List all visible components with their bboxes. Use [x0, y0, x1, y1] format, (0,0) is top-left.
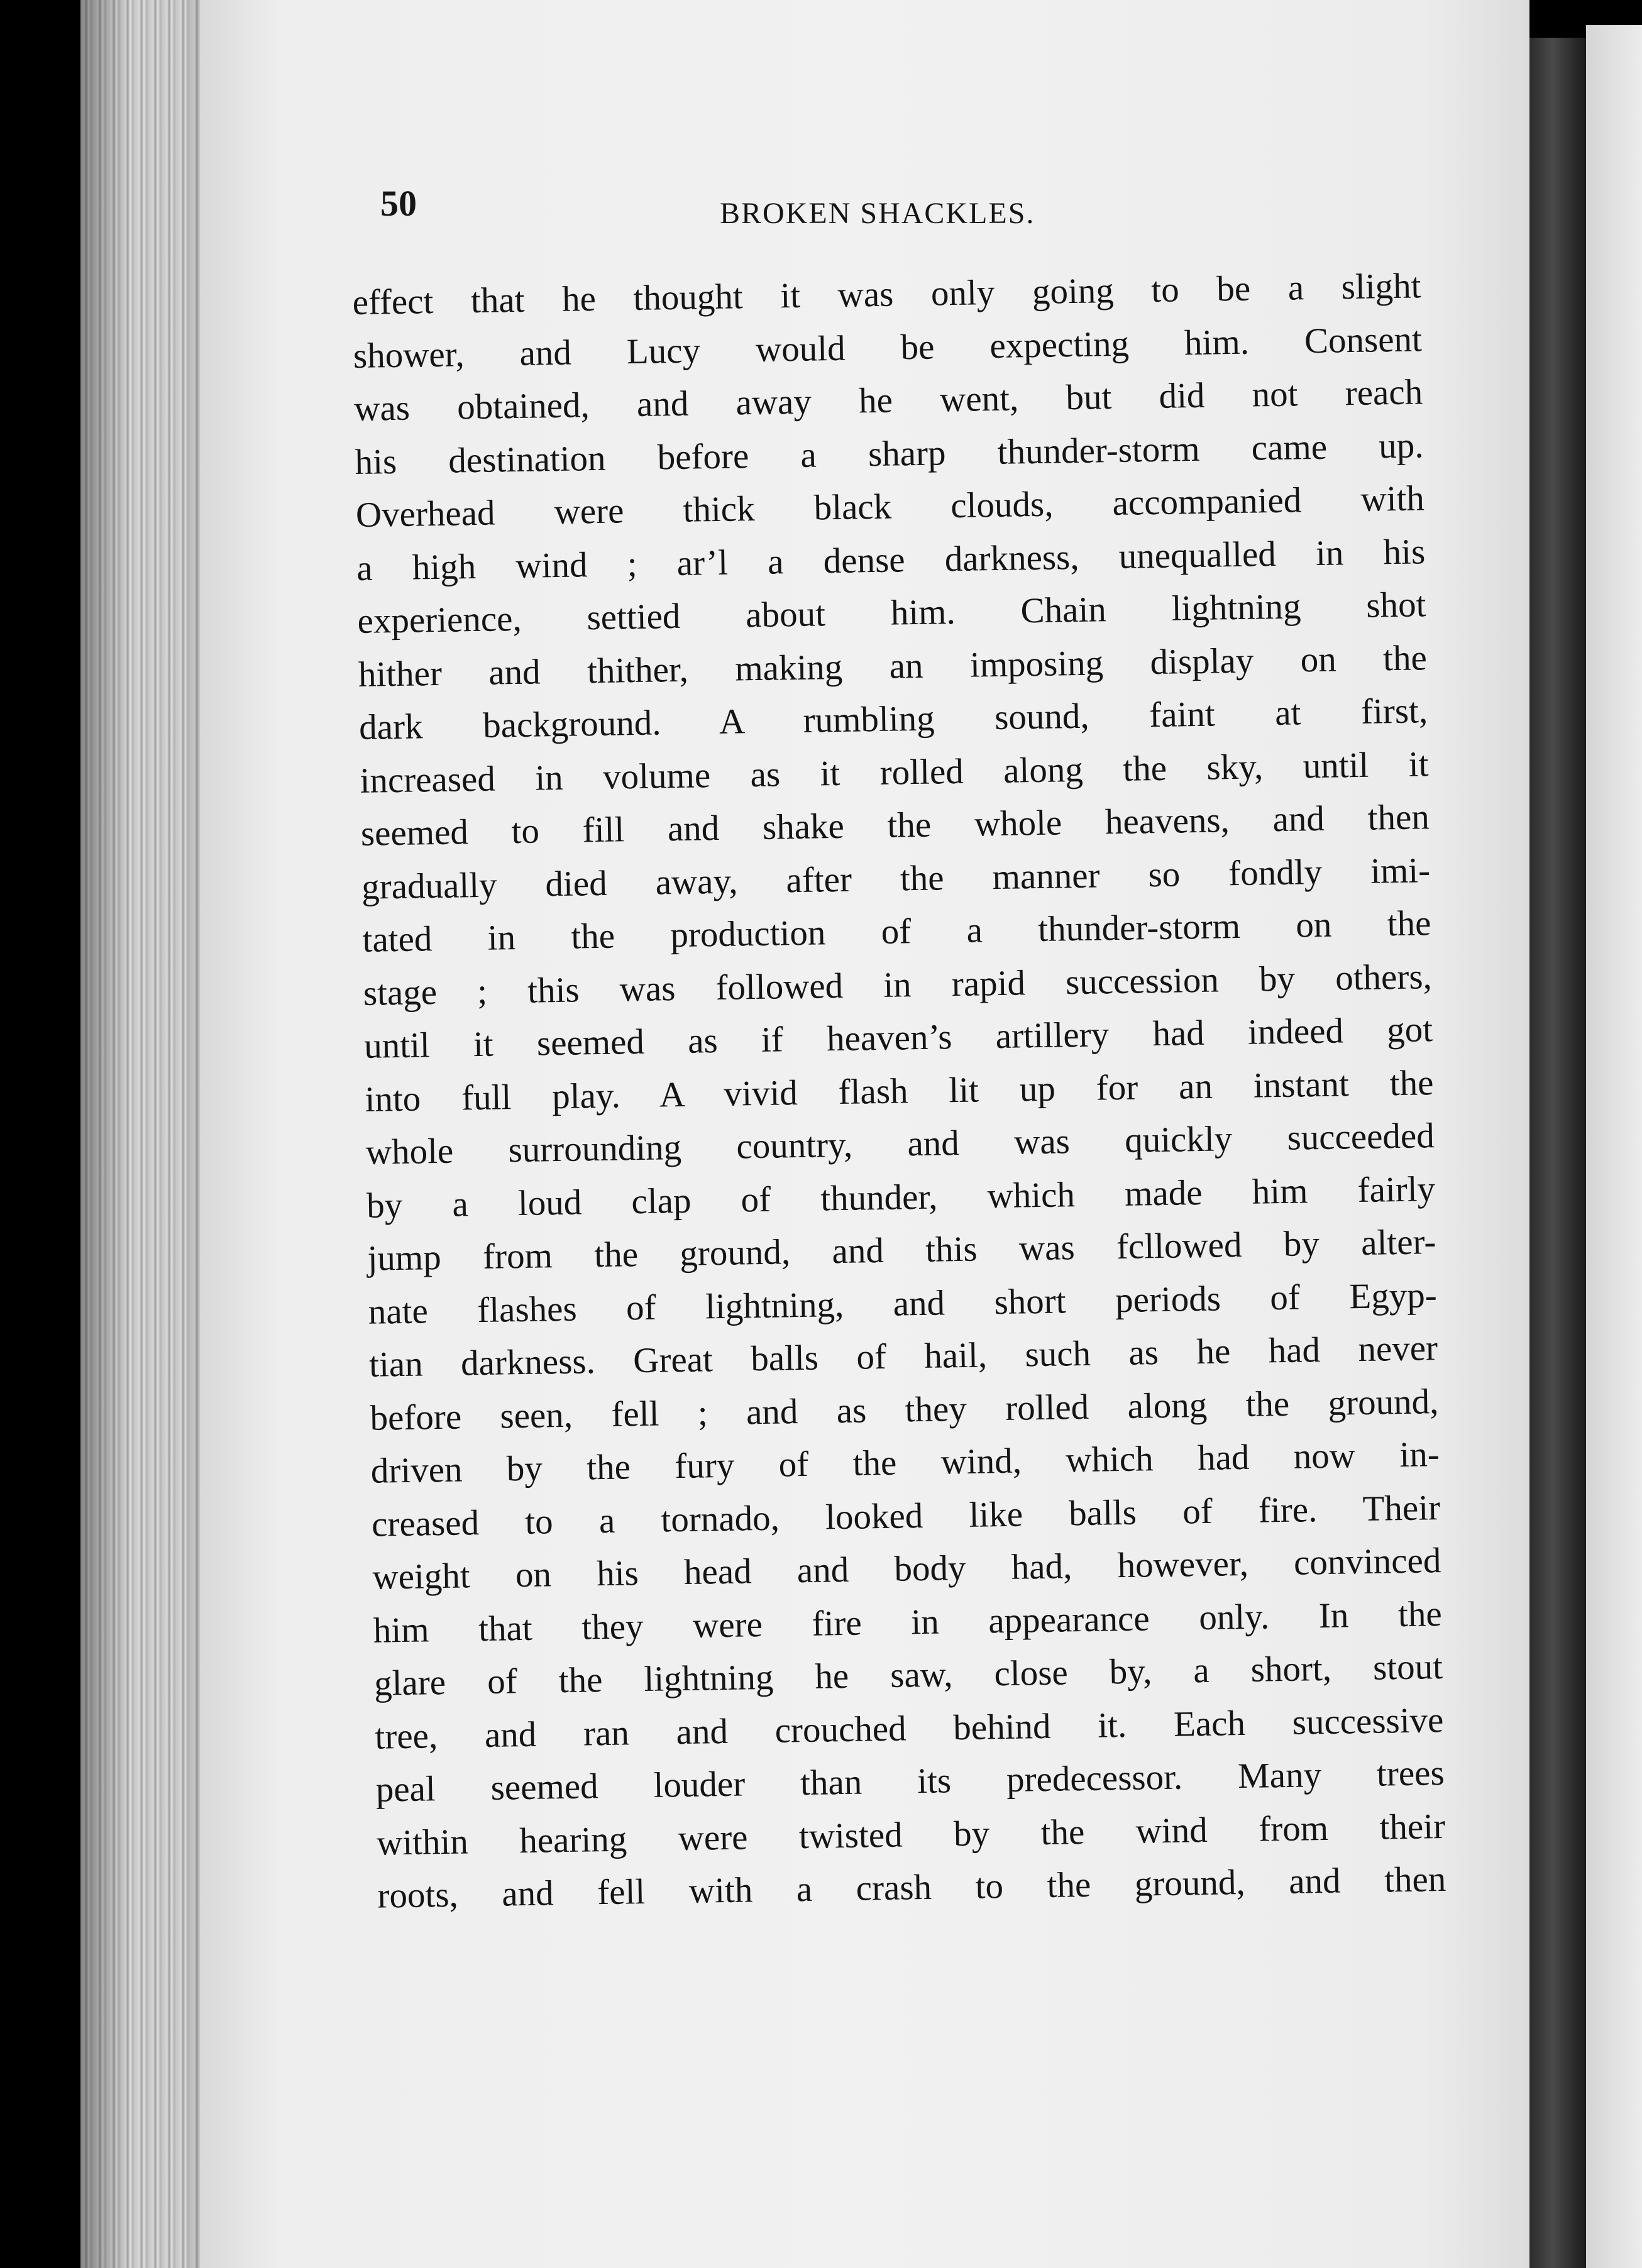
text-line: driven by the fury of the wind, which had now in-	[370, 1434, 1440, 1491]
text-line: tree, and ran and crouched behind it. Each successive	[374, 1700, 1444, 1757]
text-line: creased to a tornado, looked like balls of fire. Their	[371, 1487, 1441, 1544]
text-line: seemed to fill and shake the whole heavens, and then	[360, 797, 1430, 854]
text-line: whole surrounding country, and was quickly succeeded	[365, 1116, 1435, 1172]
text-line: by a loud clap of thunder, which made him fairly	[366, 1169, 1436, 1226]
text-line: into full play. A vivid flash lit up for an instant the	[365, 1062, 1434, 1120]
text-line: stage ; this was followed in rapid succession by others,	[363, 956, 1433, 1013]
text-line: experience, settied about him. Chain lightning shot	[357, 585, 1426, 641]
text-line: jump from the ground, and this was fcllowed by alter-	[367, 1222, 1436, 1279]
text-line: roots, and fell with a crash to the ground, and then	[377, 1859, 1446, 1916]
text-line: tian darkness. Great balls of hail, such as he had never	[368, 1328, 1438, 1385]
page-number: 50	[380, 183, 417, 224]
text-line: hither and thither, making an imposing display on the	[358, 637, 1428, 695]
page-edges-shadow	[80, 0, 206, 2268]
text-line: Overhead were thick black clouds, accompanied with	[355, 478, 1425, 535]
text-line: his destination before a sharp thunder-storm came up.	[355, 425, 1424, 482]
text-line: a high wind ; ar’l a dense darkness, unequalled in his	[356, 531, 1426, 588]
text-line: before seen, fell ; and as they rolled along the ground,	[370, 1381, 1439, 1438]
text-line: within hearing were twisted by the wind from their	[376, 1806, 1446, 1863]
text-line: until it seemed as if heaven’s artillery had indeed got	[363, 1010, 1433, 1066]
running-head-title: BROKEN SHACKLES.	[720, 197, 1035, 230]
text-line: him that they were fire in appearance only. In the	[373, 1594, 1443, 1651]
next-page-edge	[1586, 25, 1642, 2268]
text-line: was obtained, and away he went, but did not reach	[353, 372, 1423, 429]
text-line: effect that he thought it was only going to be a slight	[352, 266, 1421, 322]
running-head	[380, 182, 1418, 251]
text-line: glare of the lightning he saw, close by, a short, stout	[373, 1647, 1443, 1704]
text-line: gradually died away, after the manner so fondly imi-	[361, 850, 1431, 907]
text-line: tated in the production of a thunder-storm on the	[362, 903, 1431, 960]
text-line: dark background. A rumbling sound, faint at first,	[358, 691, 1428, 747]
body-text	[352, 260, 1446, 1923]
text-line: peal seemed louder than its predecessor. Many trees	[375, 1753, 1445, 1810]
text-line: shower, and Lucy would be expecting him. Consent	[353, 319, 1423, 376]
text-line: weight on his head and body had, however, convinced	[372, 1541, 1441, 1597]
text-line: nate flashes of lightning, and short periods of Egyp-	[368, 1275, 1438, 1332]
book-binding	[1529, 38, 1586, 2268]
text-line: increased in volume as it rolled along the sky, until it	[360, 744, 1429, 801]
